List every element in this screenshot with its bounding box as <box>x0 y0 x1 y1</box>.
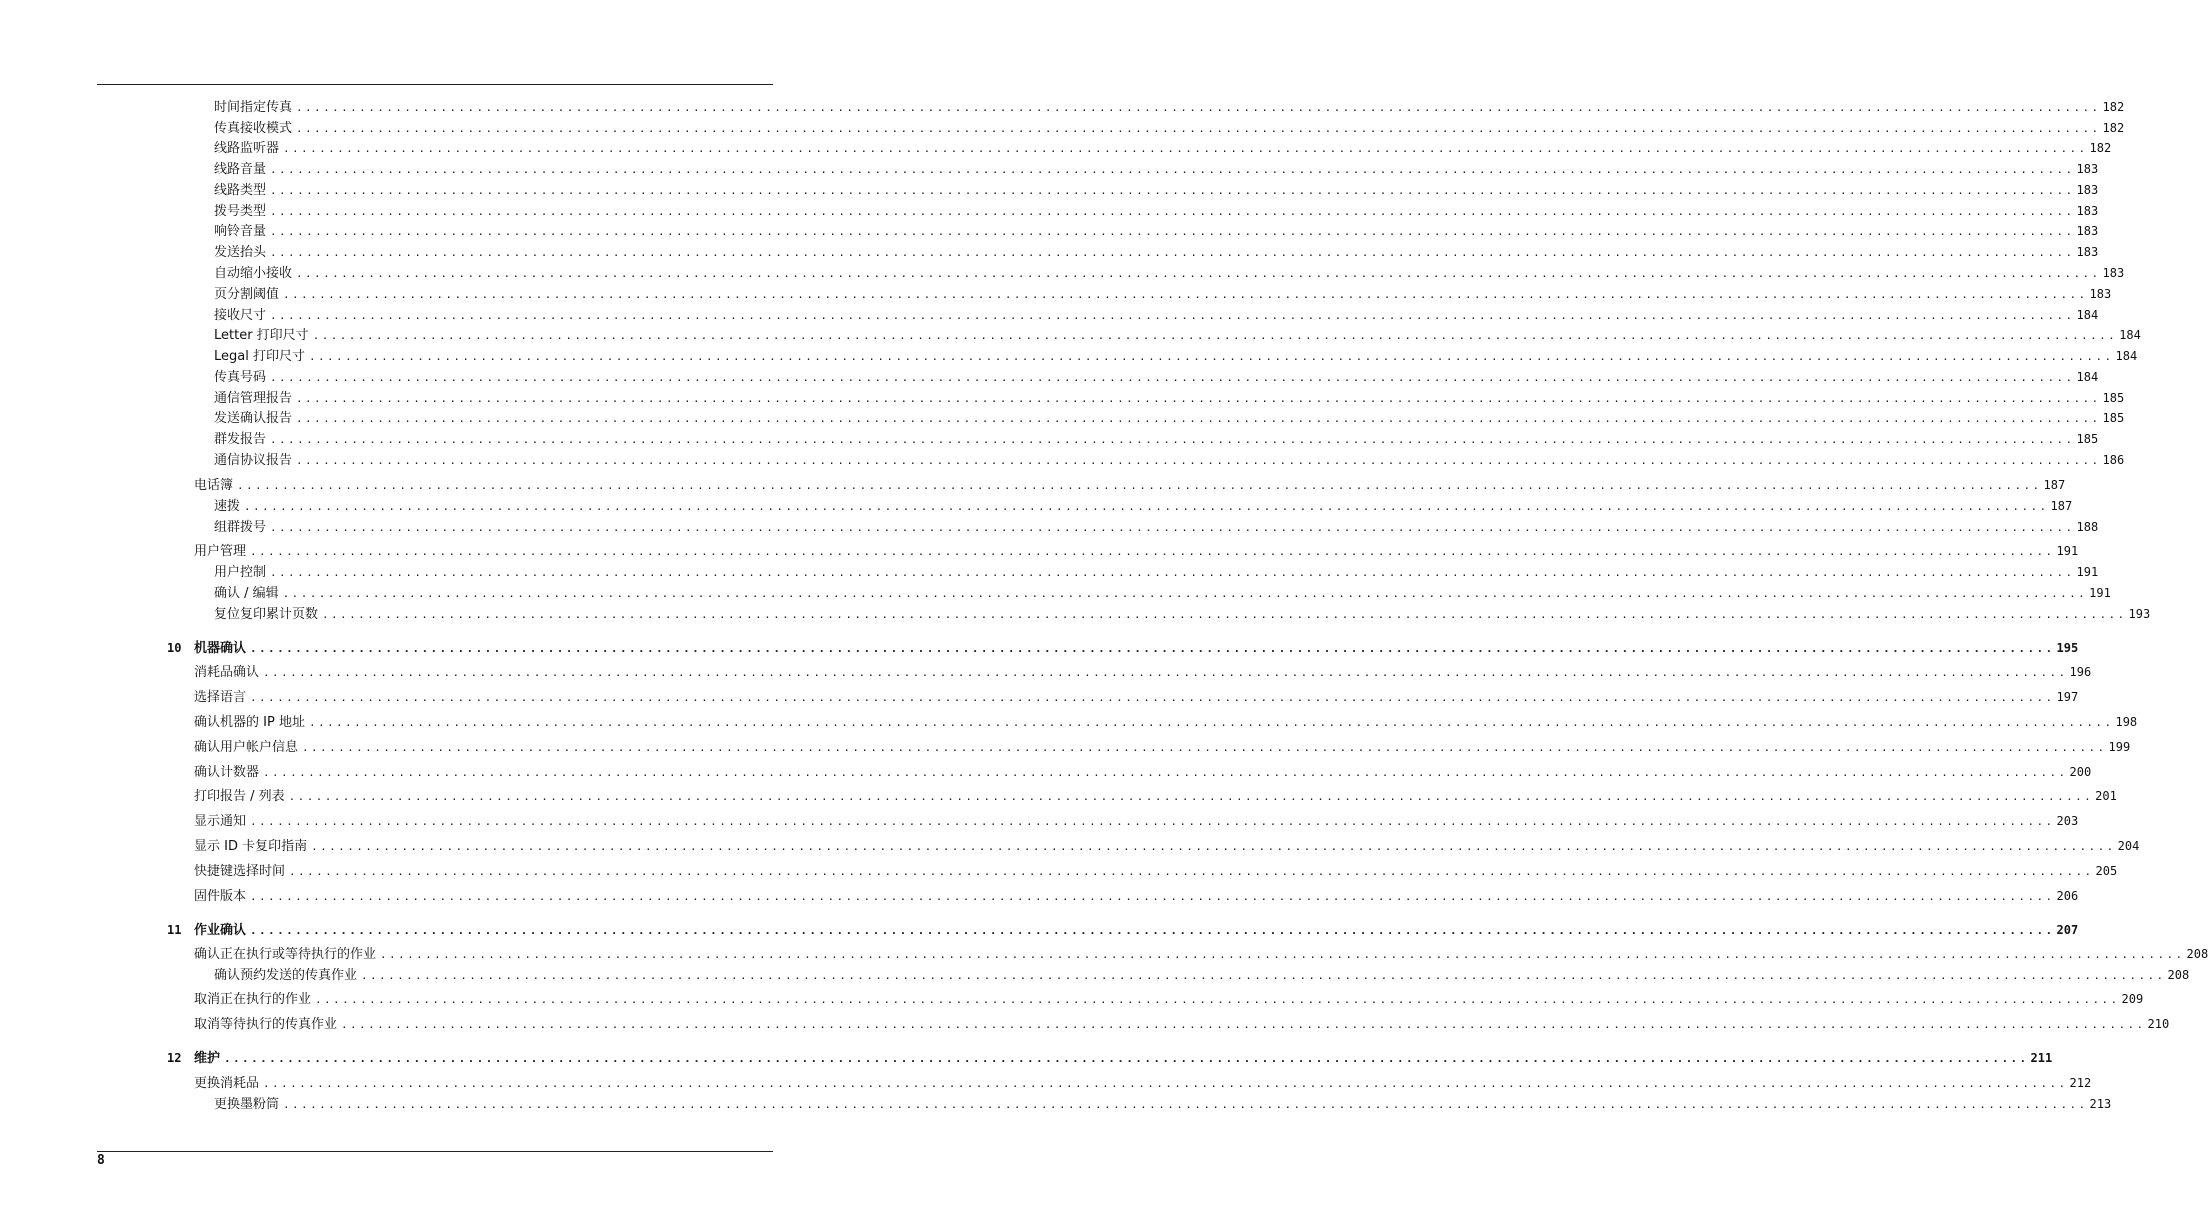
toc-entry-page: 185 <box>2102 391 2125 405</box>
dot-leader: ........................................................................................................................................................................................................ <box>283 142 2088 155</box>
toc-entry-page: 183 <box>2076 245 2099 259</box>
toc-entry[interactable] <box>214 584 2111 602</box>
toc-entry-page: 187 <box>2050 499 2073 513</box>
dot-leader: ........................................................................................................................................................................................................ <box>270 225 2075 238</box>
toc-entry[interactable] <box>214 222 2099 240</box>
toc-entry-page: 210 <box>2147 1017 2170 1031</box>
dot-leader: ........................................................................................................................................................................................................ <box>250 890 2055 903</box>
footer-rule <box>97 1151 773 1152</box>
toc-entry-page: 205 <box>2095 864 2118 878</box>
dot-leader: ........................................................................................................................................................................................................ <box>296 122 2101 135</box>
toc-entry-title: 更换消耗品 <box>194 1076 260 1091</box>
dot-leader: ........................................................................................................................................................................................................ <box>270 246 2075 259</box>
toc-entry[interactable] <box>214 243 2099 261</box>
toc-entry[interactable] <box>214 966 2190 984</box>
toc-entry-title: 消耗品确认 <box>194 665 260 680</box>
toc-entry[interactable] <box>214 409 2125 427</box>
toc-entry[interactable] <box>214 451 2125 469</box>
chapter-number: 10 <box>167 641 182 655</box>
toc-entry-page: 183 <box>2076 204 2099 218</box>
toc-entry[interactable] <box>194 990 2144 1008</box>
page-number: 8 <box>97 1153 105 1168</box>
toc-entry-title: 发送确认报告 <box>214 411 293 426</box>
toc-entry-title: 拨号类型 <box>214 204 267 219</box>
toc-entry-page: 204 <box>2117 839 2140 853</box>
toc-entry-title: 显示通知 <box>194 814 247 829</box>
toc-entry-title: 线路类型 <box>214 183 267 198</box>
dot-leader: ........................................................................................................................................................................................................ <box>296 392 2101 405</box>
dot-leader: ........................................................................................................................................................................................................ <box>270 184 2075 197</box>
dot-leader: ........................................................................................................................................................................................................ <box>250 545 2055 558</box>
toc-entry[interactable] <box>194 1074 2092 1092</box>
dot-leader: ........................................................................................................................................................................................................ <box>322 608 2127 621</box>
toc-entry[interactable] <box>214 264 2125 282</box>
toc-entry-title: 响铃音量 <box>214 224 267 239</box>
toc-entry-page: 191 <box>2089 586 2111 600</box>
toc-entry[interactable] <box>194 837 2140 855</box>
dot-leader: ........................................................................................................................................................................................................ <box>263 1077 2068 1090</box>
toc-entry-page: 182 <box>2089 141 2112 155</box>
toc-entry-page: 183 <box>2076 183 2099 197</box>
dot-leader: ........................................................................................................................................................................................................ <box>308 716 2114 729</box>
dot-leader: ........................................................................................................................................................................................................ <box>263 666 2068 679</box>
toc-chapter-entry[interactable] <box>167 1049 2053 1067</box>
toc-chapter-entry[interactable] <box>167 639 2079 657</box>
toc-entry-title: 传真号码 <box>214 370 267 385</box>
toc-entry-title: 确认用户帐户信息 <box>194 740 299 755</box>
toc-entry-page: 208 <box>2167 968 2190 982</box>
toc-entry[interactable] <box>214 202 2099 220</box>
dot-leader: ........................................................................................................................................................................................................ <box>270 163 2075 176</box>
toc-entry-page: 188 <box>2076 520 2099 534</box>
toc-entry[interactable] <box>214 518 2099 536</box>
toc-entry-page: 198 <box>2115 715 2138 729</box>
dot-leader: ........................................................................................................................................................................................................ <box>302 741 2107 754</box>
toc-entry[interactable] <box>194 812 2079 830</box>
toc-entry-page: 196 <box>2069 665 2092 679</box>
toc-entry-title: 线路监听器 <box>214 141 280 156</box>
toc-entry[interactable] <box>214 389 2125 407</box>
toc-entry-title: 确认机器的 IP 地址 <box>194 715 305 730</box>
toc-entry-title: 群发报告 <box>214 432 267 447</box>
toc-entry-page: 191 <box>2056 544 2079 558</box>
toc-entry-page: 185 <box>2076 432 2099 446</box>
toc-entry-title: 确认正在执行或等待执行的作业 <box>194 947 377 962</box>
dot-leader: ........................................................................................................................................................................................................ <box>270 205 2075 218</box>
toc-entry[interactable] <box>194 945 2208 963</box>
toc-entry-title: 显示 ID 卡复印指南 <box>194 839 308 854</box>
toc-entry-page: 200 <box>2069 765 2092 779</box>
dot-leader: ........................................................................................................................................................................................................ <box>283 288 2088 301</box>
toc-entry-page: 186 <box>2102 453 2125 467</box>
toc-entry[interactable] <box>214 119 2125 137</box>
dot-leader: ........................................................................................................................................................................................................ <box>270 371 2075 384</box>
toc-entry-page: 208 <box>2186 947 2208 961</box>
dot-leader: ........................................................................................................................................................................................................ <box>315 993 2120 1006</box>
toc-entry-title: 组群拨号 <box>214 520 267 535</box>
toc-entry-title: 页分割阈值 <box>214 287 280 302</box>
toc-entry-page: 213 <box>2089 1097 2112 1111</box>
toc-entry[interactable] <box>194 688 2079 706</box>
dot-leader: ........................................................................................................................................................................................................ <box>312 329 2118 342</box>
toc-entry-page: 187 <box>2043 478 2066 492</box>
toc-entry-page: 201 <box>2095 789 2117 803</box>
toc-entry-page: 193 <box>2128 607 2151 621</box>
toc-entry-title: 通信管理报告 <box>214 391 293 406</box>
toc-entry-title: Letter 打印尺寸 <box>214 328 309 343</box>
toc-entry-page: 195 <box>2056 641 2079 655</box>
toc-entry-page: 199 <box>2108 740 2131 754</box>
toc-entry-title: 确认预约发送的传真作业 <box>214 968 358 983</box>
toc-entry-page: 206 <box>2056 889 2079 903</box>
toc-entry-page: 203 <box>2056 814 2079 828</box>
toc-entry-title: 固件版本 <box>194 889 247 904</box>
toc-entry-page: 183 <box>2076 224 2099 238</box>
toc-entry-page: 185 <box>2102 411 2125 425</box>
dot-leader: ........................................................................................................................................................................................................ <box>288 790 2094 803</box>
toc-entry-title: 快捷键选择时间 <box>194 864 286 879</box>
toc-entry-title: 传真接收模式 <box>214 121 293 136</box>
toc-entry-page: 182 <box>2102 100 2125 114</box>
toc-entry[interactable] <box>194 542 2079 560</box>
dot-leader: ........................................................................................................................................................................................................ <box>270 433 2075 446</box>
dot-leader: ........................................................................................................................................................................................................ <box>311 840 2116 853</box>
toc-entry[interactable] <box>194 887 2079 905</box>
dot-leader: ........................................................................................................................................................................................................ <box>250 691 2055 704</box>
toc-entry-page: 183 <box>2089 287 2112 301</box>
toc-entry-page: 197 <box>2056 690 2079 704</box>
toc-entry-title: 复位复印累计页数 <box>214 607 319 622</box>
dot-leader: ........................................................................................................................................................................................................ <box>341 1018 2146 1031</box>
toc-entry[interactable] <box>214 181 2099 199</box>
dot-leader: ........................................................................................................................................................................................................ <box>250 642 2055 655</box>
dot-leader: ........................................................................................................................................................................................................ <box>270 309 2075 322</box>
toc-entry-title: 机器确认 <box>194 641 247 656</box>
toc-entry[interactable] <box>214 497 2073 515</box>
toc-entry-page: 183 <box>2076 162 2099 176</box>
dot-leader: ........................................................................................................................................................................................................ <box>296 101 2101 114</box>
toc-entry[interactable] <box>214 285 2112 303</box>
dot-leader: ........................................................................................................................................................................................................ <box>296 454 2101 467</box>
toc-entry[interactable] <box>214 160 2099 178</box>
dot-leader: ........................................................................................................................................................................................................ <box>224 1052 2029 1065</box>
dot-leader: ........................................................................................................................................................................................................ <box>289 865 2094 878</box>
toc-entry-page: 184 <box>2076 370 2099 384</box>
toc-entry[interactable] <box>214 605 2151 623</box>
toc-entry[interactable] <box>214 368 2099 386</box>
dot-leader: ........................................................................................................................................................................................................ <box>361 969 2166 982</box>
dot-leader: ........................................................................................................................................................................................................ <box>296 267 2101 280</box>
toc-entry-page: 207 <box>2056 923 2079 937</box>
toc-entry[interactable] <box>214 98 2125 116</box>
toc-entry-page: 209 <box>2121 992 2144 1006</box>
toc-entry[interactable] <box>194 1015 2170 1033</box>
toc-entry-title: 自动缩小接收 <box>214 266 293 281</box>
toc-entry-title: Legal 打印尺寸 <box>214 349 305 364</box>
toc-entry-page: 183 <box>2102 266 2125 280</box>
dot-leader: ........................................................................................................................................................................................................ <box>270 566 2075 579</box>
toc-entry[interactable] <box>194 862 2118 880</box>
toc-entry-title: 取消正在执行的作业 <box>194 992 312 1007</box>
toc-entry-title: 电话簿 <box>194 478 234 493</box>
toc-entry-page: 184 <box>2115 349 2138 363</box>
dot-leader: ........................................................................................................................................................................................................ <box>250 924 2055 937</box>
toc-entry-page: 184 <box>2119 328 2141 342</box>
toc-entry-title: 接收尺寸 <box>214 308 267 323</box>
toc-entry-title: 通信协议报告 <box>214 453 293 468</box>
dot-leader: ........................................................................................................................................................................................................ <box>270 521 2075 534</box>
chapter-number: 11 <box>167 923 182 937</box>
toc-entry-title: 取消等待执行的传真作业 <box>194 1017 338 1032</box>
toc-entry-title: 用户控制 <box>214 565 267 580</box>
toc-entry-title: 维护 <box>194 1051 221 1066</box>
toc-entry[interactable] <box>194 476 2066 494</box>
toc-entry-title: 确认 / 编辑 <box>214 586 279 601</box>
toc-entry-title: 确认计数器 <box>194 765 260 780</box>
toc-entry-title: 时间指定传真 <box>214 100 293 115</box>
dot-leader: ........................................................................................................................................................................................................ <box>282 587 2088 600</box>
toc-entry[interactable] <box>194 713 2138 731</box>
toc-entry[interactable] <box>214 1095 2112 1113</box>
toc-entry-title: 打印报告 / 列表 <box>194 789 285 804</box>
chapter-number: 12 <box>167 1051 182 1065</box>
toc-entry-title: 线路音量 <box>214 162 267 177</box>
toc-entry-page: 212 <box>2069 1076 2092 1090</box>
toc-entry[interactable] <box>214 430 2099 448</box>
toc-entry[interactable] <box>214 326 2141 344</box>
toc-entry[interactable] <box>194 663 2092 681</box>
toc-entry-page: 211 <box>2030 1051 2053 1065</box>
dot-leader: ........................................................................................................................................................................................................ <box>380 948 2185 961</box>
dot-leader: ........................................................................................................................................................................................................ <box>237 479 2042 492</box>
toc-entry-title: 更换墨粉筒 <box>214 1097 280 1112</box>
toc-entry-title: 速拨 <box>214 499 241 514</box>
toc-entry-title: 选择语言 <box>194 690 247 705</box>
toc-entry[interactable] <box>194 738 2131 756</box>
toc-entry-title: 作业确认 <box>194 923 247 938</box>
toc-entry[interactable] <box>194 763 2092 781</box>
toc-entry-page: 182 <box>2102 121 2125 135</box>
toc-entry-title: 用户管理 <box>194 544 247 559</box>
toc-entry[interactable] <box>194 787 2117 805</box>
toc-entry[interactable] <box>214 139 2112 157</box>
dot-leader: ........................................................................................................................................................................................................ <box>283 1098 2088 1111</box>
toc-entry-page: 184 <box>2076 308 2099 322</box>
dot-leader: ........................................................................................................................................................................................................ <box>308 350 2114 363</box>
dot-leader: ........................................................................................................................................................................................................ <box>250 815 2055 828</box>
toc-entry[interactable] <box>214 563 2099 581</box>
toc-entry-title: 发送抬头 <box>214 245 267 260</box>
toc-entry-page: 191 <box>2076 565 2099 579</box>
toc-entry[interactable] <box>214 306 2099 324</box>
toc-chapter-entry[interactable] <box>167 921 2079 939</box>
dot-leader: ........................................................................................................................................................................................................ <box>296 412 2101 425</box>
dot-leader: ........................................................................................................................................................................................................ <box>263 766 2068 779</box>
toc-entry[interactable] <box>214 347 2138 365</box>
dot-leader: ........................................................................................................................................................................................................ <box>244 500 2049 513</box>
